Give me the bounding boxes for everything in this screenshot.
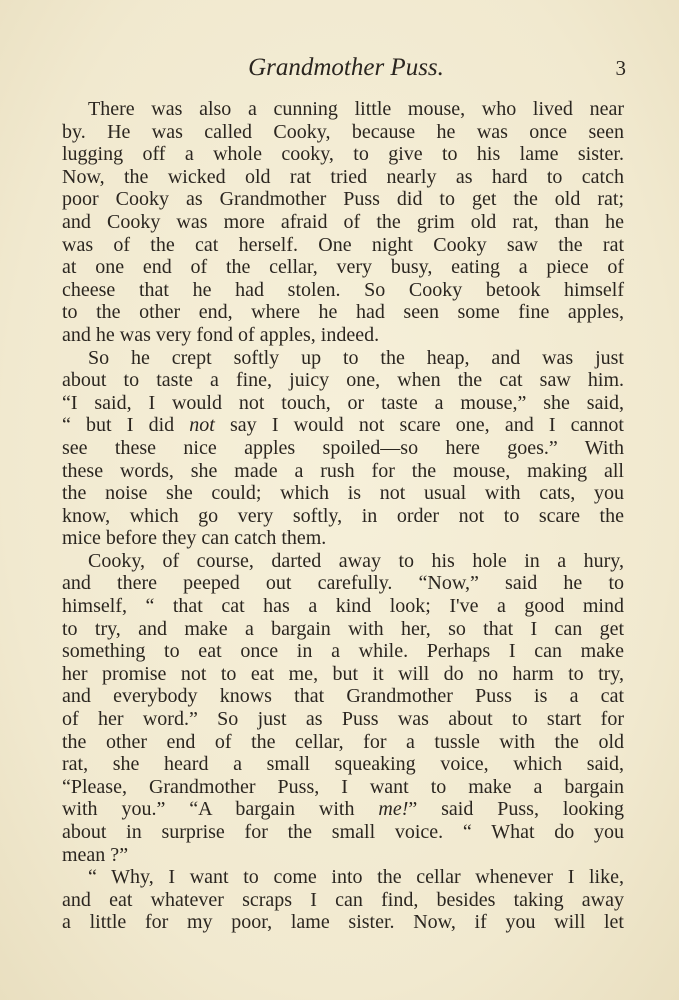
text-line: rat, she heard a small squeaking voice, which said,	[62, 753, 624, 776]
page-number: 3	[615, 56, 626, 80]
text-line: about to taste a fine, juicy one, when the cat saw him.	[62, 369, 624, 392]
text-line: “Please, Grandmother Puss, I want to make a bargain	[62, 775, 624, 798]
text-span: with you.” “A bargain with	[62, 798, 379, 821]
text-span: “ but I did	[62, 414, 190, 437]
text-line: her promise not to eat me, but it will do no harm to try,	[62, 662, 624, 685]
text-line: and there peeped out carefully. “Now,” said he to	[62, 572, 624, 595]
text-line	[62, 414, 624, 437]
text-line: and he was very fond of apples, indeed.	[62, 323, 380, 346]
text-line: know, which go very softly, in order not to scare the	[62, 504, 624, 527]
text-line: see these nice apples spoiled—so here goes.” With	[62, 436, 624, 459]
running-head	[62, 54, 630, 86]
text-line: cheese that he had stolen. So Cooky betook himself	[62, 278, 624, 301]
text-line: poor Cooky as Grandmother Puss did to get the old rat;	[62, 188, 624, 211]
text-line: to the other end, where he had seen some fine apples,	[62, 301, 624, 324]
text-line: Now, the wicked old rat tried nearly as hard to catch	[62, 165, 624, 188]
text-line: to try, and make a bargain with her, so that I can get	[62, 617, 624, 640]
text-span: ” said Puss, looking	[408, 798, 624, 821]
body-text	[62, 98, 624, 934]
text-line	[62, 798, 624, 821]
text-line: Cooky, of course, darted away to his hole in a hury,	[88, 549, 624, 572]
italic-emphasis: me!	[378, 798, 409, 821]
text-line: himself, “ that cat has a kind look; I've a good mind	[62, 595, 624, 618]
text-line: was of the cat herself. One night Cooky saw the rat	[62, 233, 624, 256]
text-line: and eat whatever scraps I can find, besides taking away	[62, 888, 624, 911]
text-line: mean ?”	[62, 843, 129, 866]
text-line: and Cooky was more afraid of the grim old rat, than he	[62, 210, 624, 233]
italic-emphasis: not	[189, 414, 215, 437]
text-line: the other end of the cellar, for a tussle with the old	[62, 730, 624, 753]
text-line: “ Why, I want to come into the cellar whenever I like,	[88, 866, 624, 889]
text-line: So he crept softly up to the heap, and was just	[88, 346, 624, 369]
text-line: something to eat once in a while. Perhaps I can make	[62, 640, 624, 663]
text-line: “I said, I would not touch, or taste a mouse,” she said,	[62, 391, 624, 414]
text-line: at one end of the cellar, very busy, eating a piece of	[62, 256, 624, 279]
text-line: about in surprise for the small voice. “ What do you	[62, 821, 624, 843]
text-line: a little for my poor, lame sister. Now, if you will let	[62, 911, 624, 934]
running-title: Grandmother Puss.	[248, 54, 444, 81]
text-line: There was also a cunning little mouse, who lived near	[88, 98, 624, 120]
text-line: by. He was called Cooky, because he was once seen	[62, 120, 624, 143]
text-span: say I would not scare one, and I cannot	[214, 414, 624, 437]
text-line: the noise she could; which is not usual with cats, you	[62, 482, 624, 505]
text-line: mice before they can catch them.	[62, 527, 327, 550]
text-line: lugging off a whole cooky, to give to his lame sister.	[62, 143, 624, 166]
text-line: these words, she made a rush for the mouse, making all	[62, 459, 624, 482]
text-line: of her word.” So just as Puss was about to start for	[62, 708, 624, 731]
text-line: and everybody knows that Grandmother Puss is a cat	[62, 685, 624, 708]
